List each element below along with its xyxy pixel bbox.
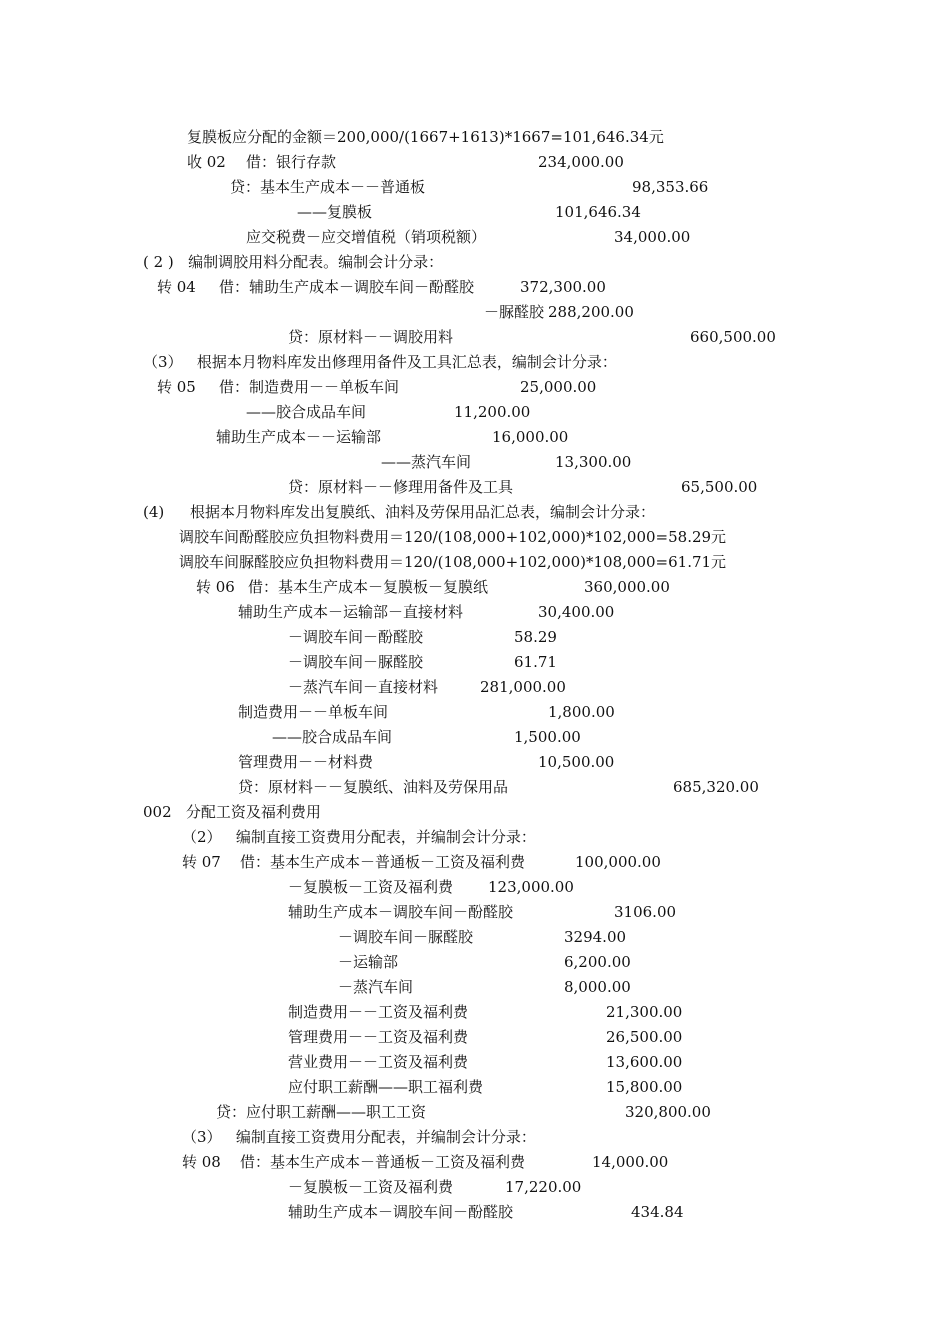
section-heading: （2） 编制直接工资费用分配表，并编制会计分录： <box>182 828 536 846</box>
debit-account: 应付职工薪酬——职工福利费 <box>288 1078 484 1096</box>
debit-account: ——蒸汽车间 <box>381 453 472 471</box>
credit-account: ——复膜板 <box>297 203 373 221</box>
amount: 1,800.00 <box>548 703 615 721</box>
amount: 372,300.00 <box>520 278 606 296</box>
amount: 11,200.00 <box>454 403 531 421</box>
amount: 14,000.00 <box>592 1153 669 1171</box>
section-heading: （3） 根据本月物料库发出修理用备件及工具汇总表，编制会计分录： <box>143 353 617 371</box>
amount: 16,000.00 <box>492 428 569 446</box>
amount: 34,000.00 <box>614 228 691 246</box>
amount: 6,200.00 <box>564 953 631 971</box>
amount: 360,000.00 <box>584 578 670 596</box>
amount: 100,000.00 <box>575 853 661 871</box>
entry-number: 转 06 <box>196 578 235 596</box>
amount: 25,000.00 <box>520 378 597 396</box>
amount: 3294.00 <box>564 928 627 946</box>
amount: 15,800.00 <box>606 1078 683 1096</box>
debit-account: 借：辅助生产成本－调胶车间－酚醛胶 <box>219 278 475 296</box>
debit-account: 借：制造费用－－单板车间 <box>219 378 400 396</box>
amount: 58.29 <box>514 628 557 646</box>
debit-account: 借：银行存款 <box>246 153 337 171</box>
amount: 234,000.00 <box>538 153 624 171</box>
amount: 101,646.34 <box>555 203 641 221</box>
section-heading: （3） 编制直接工资费用分配表，并编制会计分录： <box>182 1128 536 1146</box>
entry-number: 转 07 <box>182 853 221 871</box>
debit-account: －调胶车间－酚醛胶 <box>288 628 424 646</box>
debit-account: －调胶车间－脲醛胶 <box>288 653 424 671</box>
credit-account: 贷：原材料－－修理用备件及工具 <box>288 478 514 496</box>
amount: 17,220.00 <box>505 1178 582 1196</box>
debit-account: 管理费用－－工资及福利费 <box>288 1028 469 1046</box>
credit-account: 贷：原材料－－复膜纸、油料及劳保用品 <box>238 778 509 796</box>
debit-account: 辅助生产成本－调胶车间－酚醛胶 <box>288 903 514 921</box>
debit-account: ——胶合成品车间 <box>272 728 393 746</box>
debit-account: －脲醛胶 <box>484 303 545 321</box>
amount: 13,600.00 <box>606 1053 683 1071</box>
debit-account: 借：基本生产成本－普通板－工资及福利费 <box>240 1153 526 1171</box>
amount: 281,000.00 <box>480 678 566 696</box>
amount: 288,200.00 <box>548 303 634 321</box>
debit-account: －蒸汽车间－直接材料 <box>288 678 439 696</box>
section-number: (4) <box>143 503 165 521</box>
credit-account: 贷：应付职工薪酬——职工工资 <box>216 1103 427 1121</box>
credit-account: 应交税费－应交增值税（销项税额） <box>246 228 487 246</box>
amount: 13,300.00 <box>555 453 632 471</box>
amount: 3106.00 <box>614 903 677 921</box>
debit-account: 辅助生产成本－运输部－直接材料 <box>238 603 464 621</box>
text-line: 调胶车间酚醛胶应负担物料费用＝120/(108,000+102,000)*102,000=58.29元 <box>179 528 727 546</box>
credit-account: 贷：原材料－－调胶用料 <box>288 328 454 346</box>
entry-number: 转 08 <box>182 1153 221 1171</box>
section-heading: 002 分配工资及福利费用 <box>143 803 321 821</box>
entry-number: 收 02 <box>187 153 226 171</box>
debit-account: 辅助生产成本－调胶车间－酚醛胶 <box>288 1203 514 1221</box>
section-heading: 根据本月物料库发出复膜纸、油料及劳保用品汇总表，编制会计分录： <box>190 503 656 521</box>
debit-account: 管理费用－－材料费 <box>238 753 374 771</box>
amount: 1,500.00 <box>514 728 581 746</box>
entry-number: 转 04 <box>157 278 196 296</box>
debit-account: －复膜板－工资及福利费 <box>288 878 454 896</box>
amount: 30,400.00 <box>538 603 615 621</box>
entry-number: 转 05 <box>157 378 196 396</box>
amount: 10,500.00 <box>538 753 615 771</box>
amount: 21,300.00 <box>606 1003 683 1021</box>
debit-account: －调胶车间－脲醛胶 <box>338 928 474 946</box>
debit-account: －运输部 <box>338 953 399 971</box>
debit-account: 借：基本生产成本－普通板－工资及福利费 <box>240 853 526 871</box>
debit-account: 辅助生产成本－－运输部 <box>216 428 382 446</box>
debit-account: 制造费用－－工资及福利费 <box>288 1003 469 1021</box>
debit-account: －复膜板－工资及福利费 <box>288 1178 454 1196</box>
amount: 434.84 <box>631 1203 684 1221</box>
credit-account: 贷：基本生产成本－－普通板 <box>230 178 426 196</box>
debit-account: ——胶合成品车间 <box>246 403 367 421</box>
debit-account: 制造费用－－单板车间 <box>238 703 389 721</box>
amount: 98,353.66 <box>632 178 709 196</box>
debit-account: －蒸汽车间 <box>338 978 414 996</box>
amount: 123,000.00 <box>488 878 574 896</box>
debit-account: 借：基本生产成本－复膜板－复膜纸 <box>248 578 489 596</box>
text-line: 调胶车间脲醛胶应负担物料费用＝120/(108,000+102,000)*108,000=61.71元 <box>179 553 727 571</box>
text-line: 复膜板应分配的金额＝200,000/(1667+1613)*1667=101,646.34元 <box>187 128 664 146</box>
amount: 26,500.00 <box>606 1028 683 1046</box>
amount: 65,500.00 <box>681 478 758 496</box>
section-heading: ( 2 ) 编制调胶用料分配表。编制会计分录： <box>143 253 444 271</box>
amount: 8,000.00 <box>564 978 631 996</box>
amount: 61.71 <box>514 653 557 671</box>
amount: 320,800.00 <box>625 1103 711 1121</box>
amount: 685,320.00 <box>673 778 759 796</box>
amount: 660,500.00 <box>690 328 776 346</box>
debit-account: 营业费用－－工资及福利费 <box>288 1053 469 1071</box>
